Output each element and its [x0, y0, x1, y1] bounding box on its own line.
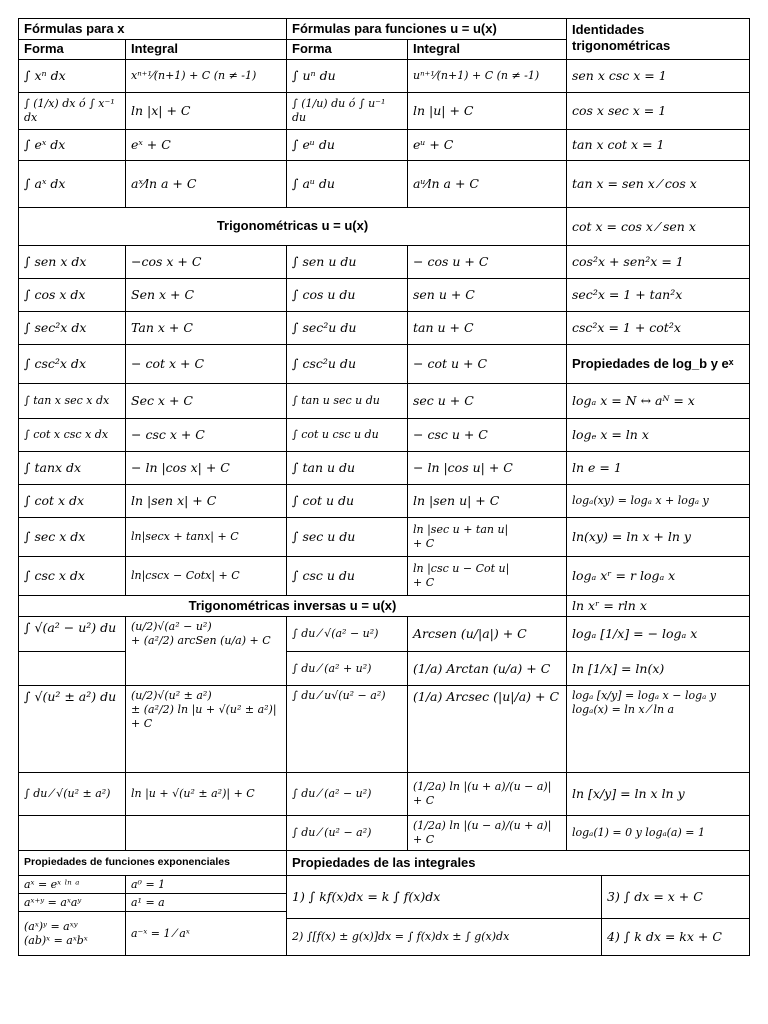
identity: tan x cot x = 1 — [566, 129, 750, 161]
trig-u-integral: − csc u + C — [407, 418, 567, 452]
trig-x-integral: ln|secx + tanx| + C — [125, 517, 287, 557]
trig-x-form: ∫ csc²x dx — [18, 344, 126, 384]
basic-u-form: ∫ eᵘ du — [286, 129, 408, 161]
exp-prop-right: a⁰ = 1 — [125, 875, 287, 894]
trig-x-integral: ln |sen x| + C — [125, 484, 287, 518]
trig-x-form: ∫ cot x csc x dx — [18, 418, 126, 452]
int-prop: 3) ∫ dx = x + C — [601, 875, 750, 919]
basic-x-integral: ln |x| + C — [125, 92, 287, 130]
trig-x-integral: − ln |cos x| + C — [125, 451, 287, 485]
trig-x-form: ∫ tanx dx — [18, 451, 126, 485]
basic-u-integral: aᵘ⁄ln a + C — [407, 160, 567, 208]
log-property: logₐ [1/x] = − logₐ x — [566, 616, 750, 652]
basic-x-form: ∫ (1/x) dx ó ∫ x⁻¹ dx — [18, 92, 126, 130]
empty-cell — [125, 815, 287, 851]
identity: csc²x = 1 + cot²x — [566, 311, 750, 345]
inv-u-form: ∫ du ⁄ (a² + u²) — [286, 651, 408, 686]
trig-u-form: ∫ cot u csc u du — [286, 418, 408, 452]
exp-prop-left: (aˣ)ʸ = aˣʸ (ab)ˣ = aˣbˣ — [18, 911, 126, 956]
trig-x-form: ∫ csc x dx — [18, 556, 126, 596]
log-property: ln [1/x] = ln(x) — [566, 651, 750, 686]
identity: sen x csc x = 1 — [566, 59, 750, 93]
basic-x-form: ∫ xⁿ dx — [18, 59, 126, 93]
basic-x-integral: xⁿ⁺¹⁄(n+1) + C (n ≠ -1) — [125, 59, 287, 93]
trig-title: Trigonométricas u = u(x) — [18, 207, 567, 246]
trig-x-integral: Tan x + C — [125, 311, 287, 345]
identity: cos²x + sen²x = 1 — [566, 245, 750, 279]
trig-u-integral: ln |sec u + tan u| + C — [407, 517, 567, 557]
inv-u-form: ∫ du ⁄ (u² − a²) — [286, 815, 408, 851]
int-props-title: Propiedades de las integrales — [286, 850, 750, 876]
trig-u-integral: − cot u + C — [407, 344, 567, 384]
log-property: logₑ x = ln x — [566, 418, 750, 452]
header-forma-x: Forma — [18, 39, 126, 60]
log-property: logₐ(1) = 0 y logₐ(a) = 1 — [566, 815, 750, 851]
identity: cot x = cos x ⁄ sen x — [566, 207, 750, 246]
trig-x-integral: − cot x + C — [125, 344, 287, 384]
trig-u-integral: − ln |cos u| + C — [407, 451, 567, 485]
trig-u-form: ∫ tan u sec u du — [286, 383, 408, 419]
trig-x-form: ∫ sec x dx — [18, 517, 126, 557]
inv-u-integral: (1/2a) ln |(u − a)/(u + a)| + C — [407, 815, 567, 851]
empty-cell — [18, 651, 126, 686]
inv-trig-title: Trigonométricas inversas u = u(x) — [18, 595, 567, 617]
header-formulas-x: Fórmulas para x — [18, 18, 287, 40]
trig-u-integral: sen u + C — [407, 278, 567, 312]
trig-u-integral: tan u + C — [407, 311, 567, 345]
trig-x-integral: Sec x + C — [125, 383, 287, 419]
basic-u-integral: ln |u| + C — [407, 92, 567, 130]
inv-u-integral: Arcsen (u/|a|) + C — [407, 616, 567, 652]
header-integral-x: Integral — [125, 39, 287, 60]
trig-x-form: ∫ cot x dx — [18, 484, 126, 518]
trig-x-integral: Sen x + C — [125, 278, 287, 312]
inv-x-form: ∫ √(a² − u²) du — [18, 616, 126, 652]
int-prop: 2) ∫[f(x) ± g(x)]dx = ∫ f(x)dx ± ∫ g(x)dx — [286, 918, 602, 956]
log-property: ln(xy) = ln x + ln y — [566, 517, 750, 557]
basic-u-integral: eᵘ + C — [407, 129, 567, 161]
log-property: logₐ(xy) = logₐ x + logₐ y — [566, 484, 750, 518]
basic-x-integral: aˣ⁄ln a + C — [125, 160, 287, 208]
inv-u-form: ∫ du ⁄ u√(u² − a²) — [286, 685, 408, 773]
trig-u-integral: ln |sen u| + C — [407, 484, 567, 518]
inv-u-integral: (1/2a) ln |(u + a)/(u − a)| + C — [407, 772, 567, 816]
trig-x-form: ∫ tan x sec x dx — [18, 383, 126, 419]
trig-x-form: ∫ cos x dx — [18, 278, 126, 312]
log-property: logₐ xʳ = r logₐ x — [566, 556, 750, 596]
int-prop: 1) ∫ kf(x)dx = k ∫ f(x)dx — [286, 875, 602, 919]
inv-x-form: ∫ du ⁄ √(u² ± a²) — [18, 772, 126, 816]
trig-u-integral: − cos u + C — [407, 245, 567, 279]
formula-sheet — [18, 18, 750, 960]
basic-u-integral: uⁿ⁺¹⁄(n+1) + C (n ≠ -1) — [407, 59, 567, 93]
inv-u-integral: (1/a) Arcsec (|u|/a) + C — [407, 685, 567, 773]
trig-u-integral: sec u + C — [407, 383, 567, 419]
inv-u-integral: (1/a) Arctan (u/a) + C — [407, 651, 567, 686]
identity: tan x = sen x ⁄ cos x — [566, 160, 750, 208]
trig-x-form: ∫ sen x dx — [18, 245, 126, 279]
header-forma-u: Forma — [286, 39, 408, 60]
basic-x-form: ∫ eˣ dx — [18, 129, 126, 161]
inv-u-form: ∫ du ⁄ (a² − u²) — [286, 772, 408, 816]
empty-cell — [18, 815, 126, 851]
basic-x-form: ∫ aˣ dx — [18, 160, 126, 208]
log-property: ln xʳ = rln x — [566, 595, 750, 617]
trig-u-form: ∫ cos u du — [286, 278, 408, 312]
basic-u-form: ∫ (1/u) du ó ∫ u⁻¹ du — [286, 92, 408, 130]
header-integral-u: Integral — [407, 39, 567, 60]
exp-props-title: Propiedades de funciones exponenciales — [18, 850, 287, 876]
inv-x-integral: (u/2)√(a² − u²) + (a²/2) arcSen (u/a) + C — [125, 616, 287, 686]
trig-u-integral: ln |csc u − Cot u| + C — [407, 556, 567, 596]
log-property: ln [x/y] = ln x ln y — [566, 772, 750, 816]
trig-u-form: ∫ sec u du — [286, 517, 408, 557]
exp-prop-right: a⁻ˣ = 1 ⁄ aˣ — [125, 911, 287, 956]
trig-x-form: ∫ sec²x dx — [18, 311, 126, 345]
basic-u-form: ∫ uⁿ du — [286, 59, 408, 93]
trig-x-integral: − csc x + C — [125, 418, 287, 452]
inv-u-form: ∫ du ⁄ √(a² − u²) — [286, 616, 408, 652]
log-props-title: Propiedades de log_b y eˣ — [566, 344, 750, 384]
log-property: logₐ x = N ↔ aᴺ = x — [566, 383, 750, 419]
basic-u-form: ∫ aᵘ du — [286, 160, 408, 208]
exp-prop-left: aˣ⁺ʸ = aˣaʸ — [18, 893, 126, 912]
identity: cos x sec x = 1 — [566, 92, 750, 130]
trig-u-form: ∫ sen u du — [286, 245, 408, 279]
header-formulas-funciones: Fórmulas para funciones u = u(x) — [286, 18, 567, 40]
inv-x-integral: ln |u + √(u² ± a²)| + C — [125, 772, 287, 816]
inv-x-form: ∫ √(u² ± a²) du — [18, 685, 126, 773]
trig-u-form: ∫ csc²u du — [286, 344, 408, 384]
exp-prop-right: a¹ = a — [125, 893, 287, 912]
exp-prop-left: aˣ = eˣ ˡⁿ ᵃ — [18, 875, 126, 894]
inv-x-integral: (u/2)√(u² ± a²) ± (a²/2) ln |u + √(u² ± a²)| + C — [125, 685, 287, 773]
int-prop: 4) ∫ k dx = kx + C — [601, 918, 750, 956]
log-property: logₐ [x/y] = logₐ x − logₐ y logₐ(x) = ln x ⁄ ln a — [566, 685, 750, 773]
trig-u-form: ∫ csc u du — [286, 556, 408, 596]
trig-u-form: ∫ cot u du — [286, 484, 408, 518]
trig-u-form: ∫ sec²u du — [286, 311, 408, 345]
identity: sec²x = 1 + tan²x — [566, 278, 750, 312]
trig-x-integral: −cos x + C — [125, 245, 287, 279]
basic-x-integral: eˣ + C — [125, 129, 287, 161]
log-property: ln e = 1 — [566, 451, 750, 485]
trig-x-integral: ln|cscx − Cotx| + C — [125, 556, 287, 596]
header-identidades: Identidades trigonométricas — [566, 18, 750, 60]
trig-u-form: ∫ tan u du — [286, 451, 408, 485]
